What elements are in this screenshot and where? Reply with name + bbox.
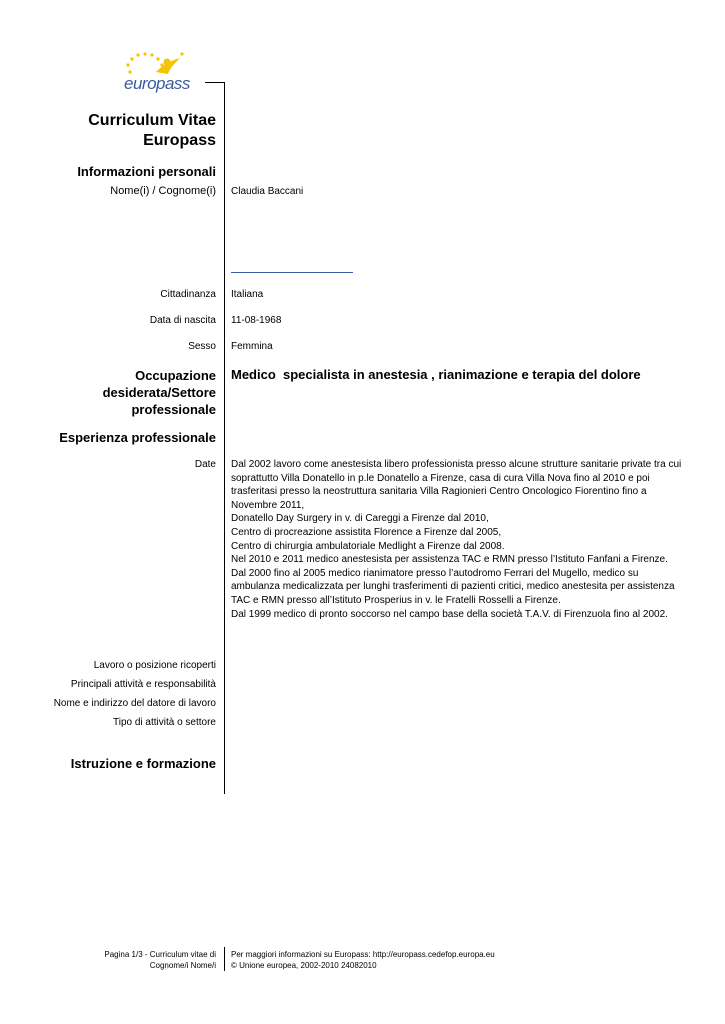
- experience-line: Dal 2000 fino al 2005 medico rianimatore presso l’autodromo Ferrari del Mugello, medico su: [231, 567, 639, 579]
- experience-line: Centro di procreazione assistita Florence a Firenze dal 2005,: [231, 526, 502, 538]
- personal-info-heading: Informazioni personali: [77, 164, 216, 179]
- experience-line: soprattutto Villa Donatello in p.le Donatello a Firenze, casa di cura Villa Nova fino al 2010 e poi: [231, 472, 650, 484]
- experience-line: Novembre 2011,: [231, 499, 305, 511]
- education-heading: Istruzione e formazione: [70, 756, 216, 771]
- sex-value: Femmina: [231, 341, 273, 352]
- experience-line: Donatello Day Surgery in v. di Careggi a Firenze dal 2010,: [231, 513, 489, 525]
- citizenship-label: Cittadinanza: [160, 289, 216, 300]
- experience-line: Dal 2002 lavoro come anestesista libero professionista presso alcune strutture sanitarie private tra cui: [231, 459, 682, 470]
- employer-label: Nome e indirizzo del datore di lavoro: [53, 698, 216, 709]
- experience-line: Dal 1999 medico di pronto soccorso nel campo base della società T.A.V. di Firenzuola fino al 2002.: [231, 608, 668, 620]
- occupation-value: Medico specialista in anestesia , rianimazione e terapia del dolore: [231, 367, 641, 382]
- sex-label: Sesso: [188, 341, 216, 352]
- experience-line: trasferitasi presso la neostruttura sanitaria Villa Ragionieri Centro Oncologico Fiorentino fino a: [231, 486, 647, 498]
- experience-heading: Esperienza professionale: [59, 430, 216, 445]
- logo-divider: [205, 82, 225, 83]
- cv-title-line2: Europass: [143, 132, 216, 149]
- experience-line: Centro di chirurgia ambulatoriale Medlight a Firenze dal 2008.: [231, 540, 505, 552]
- citizenship-value: Italiana: [231, 289, 264, 300]
- experience-dates-text: [231, 458, 691, 621]
- role-label: Lavoro o posizione ricoperti: [93, 660, 216, 671]
- cv-title: [88, 111, 216, 151]
- experience-line: Nel 2010 e 2011 medico anestesista per assistenza TAC e RMN presso l’Istituto Fanfani a Firenze.: [231, 554, 668, 566]
- occupation-label-line3: professionale: [131, 402, 216, 417]
- birth-date-label: Data di nascita: [149, 315, 216, 326]
- occupation-label-line1: Occupazione: [135, 368, 216, 383]
- occupation-label: [103, 367, 216, 418]
- column-divider: [224, 82, 225, 794]
- footer-page-line2: Cognome/i Nome/i: [149, 961, 216, 970]
- europass-wordmark: europass: [124, 74, 190, 93]
- cv-title-line1: Curriculum Vitae: [88, 112, 216, 129]
- sector-label: Tipo di attività o settore: [112, 717, 216, 728]
- europass-logo: [120, 50, 212, 100]
- occupation-label-line2: desiderata/Settore: [102, 385, 216, 400]
- footer-info: [231, 949, 495, 971]
- dates-label: Date: [194, 459, 216, 470]
- activities-label: Principali attività e responsabilità: [70, 679, 216, 690]
- experience-line: TAC e RMN presso all’Istituto Prosperius in v. le Fratelli Rosselli a Firenze.: [231, 594, 561, 606]
- footer-page-info: [104, 949, 216, 971]
- name-underline: [231, 272, 353, 273]
- experience-line: ambulanza medicalizzata per lunghi trasferimenti di pazienti critici, medico anestesita per assistenza: [231, 581, 675, 593]
- footer-divider: [224, 947, 225, 971]
- footer-info-line2: © Unione europea, 2002-2010 24082010: [231, 961, 377, 970]
- name-label: Nome(i) / Cognome(i): [110, 185, 216, 197]
- footer-page-line1: Pagina 1/3 - Curriculum vitae di: [104, 950, 216, 959]
- name-value: Claudia Baccani: [231, 186, 304, 197]
- footer-info-line1: Per maggiori informazioni su Europass: http://europass.cedefop.europa.eu: [231, 950, 495, 959]
- birth-date-value: 11-08-1968: [231, 315, 282, 326]
